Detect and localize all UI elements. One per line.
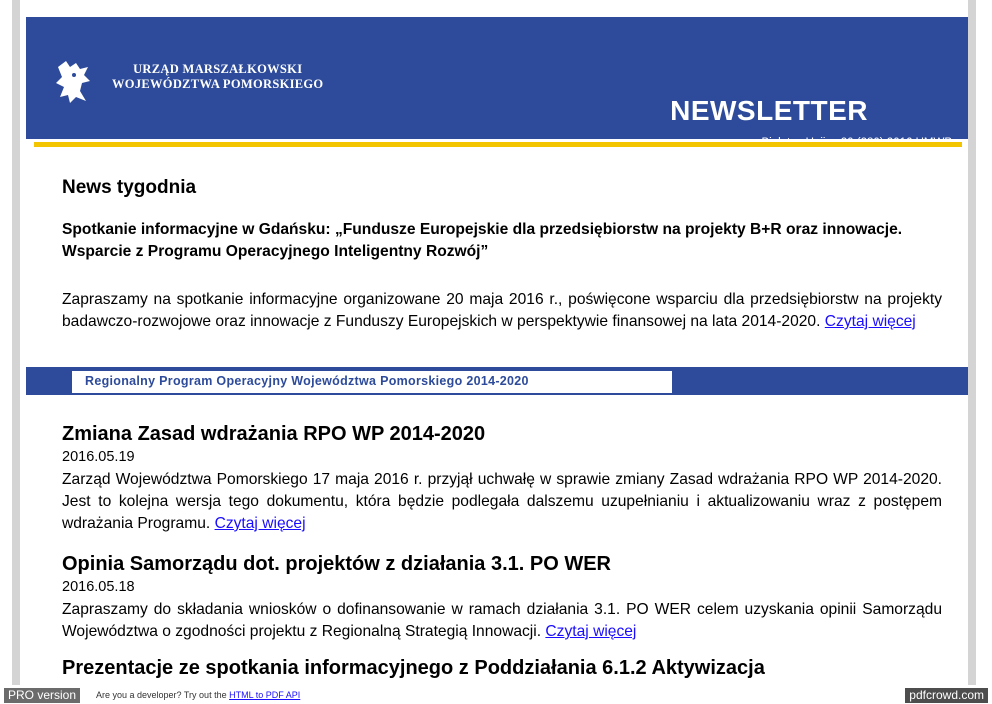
news-heading: News tygodnia [62,177,197,198]
article-body [62,469,942,535]
left-border [12,0,20,685]
newsletter-header [26,17,968,139]
pro-version-badge[interactable]: PRO version [4,688,80,703]
griffin-emblem-icon [50,57,94,105]
news-body [62,289,942,333]
pdfcrowd-brand[interactable]: pdfcrowd.com [905,688,988,703]
developer-promo-text: Are you a developer? Try out the [96,690,227,700]
article-read-more-link[interactable]: Czytaj więcej [214,515,306,532]
accent-divider [34,142,962,147]
article-title: Opinia Samorządu dot. projektów z działania 3.1. PO WER [62,553,611,575]
article-date: 2016.05.19 [62,449,135,465]
news-read-more-link[interactable]: Czytaj więcej [824,313,916,330]
right-border [968,0,976,685]
article-body [62,599,942,643]
html-to-pdf-api-link[interactable]: HTML to PDF API [229,690,301,700]
org-name-line1: URZĄD MARSZAŁKOWSKI [133,62,303,76]
developer-promo [96,690,300,700]
newsletter-title: NEWSLETTER [670,95,868,126]
news-body-text: Zapraszamy na spotkanie informacyjne organizowane 20 maja 2016 r., poświęcone wsparciu dla przedsiębiorstw na projekty badawczo-rozwojowe oraz innowacje z Funduszy Europejskich w perspektywie finansowej na lata 2014-2020. [62,291,942,330]
org-name-line2: WOJEWÓDZTWA POMORSKIEGO [112,77,324,91]
article-body-text: Zarząd Województwa Pomorskiego 17 maja 2016 r. przyjął uchwałę w sprawie zmiany Zasad wdrażania RPO WP 2014-2020. Jest to kolejna wersja tego dokumentu, która będzie podlegała dalszemu uzupełnianiu i aktualizowaniu wraz z postępem wdrażania Programu. [62,471,942,532]
article-date: 2016.05.18 [62,579,135,595]
org-name [112,62,323,92]
article-title: Prezentacje ze spotkania informacyjnego z Poddziałania 6.1.2 Aktywizacja [62,657,765,679]
pdf-footer [0,686,992,704]
section-label: Regionalny Program Operacyjny Województwa Pomorskiego 2014-2020 [85,374,529,388]
article-read-more-link[interactable]: Czytaj więcej [545,623,637,640]
article-body-text: Zapraszamy do składania wniosków o dofinansowanie w ramach działania 3.1. PO WER celem uzyskania opinii Samorządu Województwa o zgodności projektu z Regionalną Strategią Innowacji. [62,601,942,640]
article-title: Zmiana Zasad wdrażania RPO WP 2014-2020 [62,423,486,445]
news-subtitle: Spotkanie informacyjne w Gdańsku: „Fundusze Europejskie dla przedsiębiorstw na projekty B+R oraz innowacje. Wsparcie z Programu Operacyjnego Inteligentny Rozwój” [62,221,903,260]
